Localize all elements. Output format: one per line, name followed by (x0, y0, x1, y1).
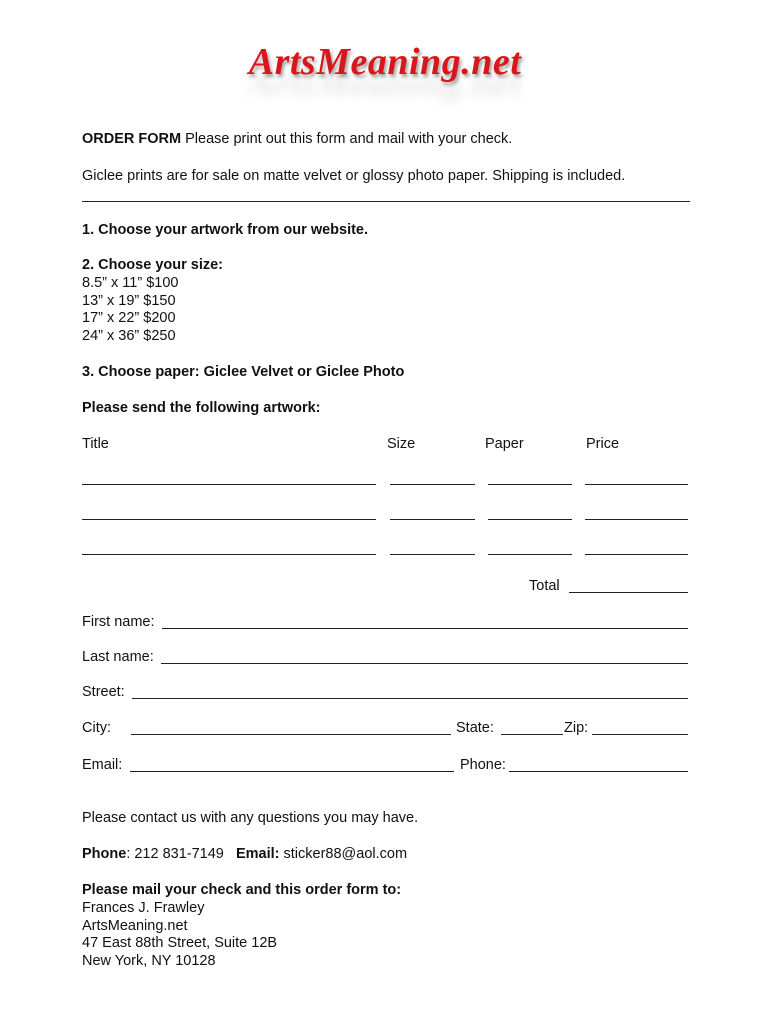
first-name-field[interactable] (162, 628, 688, 629)
price-field[interactable] (585, 554, 688, 555)
email-field[interactable] (130, 771, 454, 772)
total-field[interactable] (569, 592, 688, 593)
state-label: State: (456, 720, 494, 736)
mail-heading: Please mail your check and this order form to: (82, 882, 402, 898)
step1-heading: 1. Choose your artwork from our website. (82, 222, 369, 238)
zip-field[interactable] (592, 734, 688, 735)
step2-heading: 2. Choose your size: (82, 257, 224, 273)
title-field[interactable] (82, 484, 376, 485)
site-logo: ArtsMeaning.net (248, 41, 522, 83)
email-label: Email: (82, 757, 123, 773)
zip-label: Zip: (564, 720, 589, 736)
contact-note: Please contact us with any questions you may have. (82, 810, 419, 826)
title-field[interactable] (82, 519, 376, 520)
paper-field[interactable] (488, 519, 572, 520)
price-field[interactable] (585, 519, 688, 520)
giclee-description: Giclee prints are for sale on matte velvet or glossy photo paper. Shipping is included. (82, 168, 626, 184)
size-option: 17” x 22” $200 (82, 310, 176, 326)
phone-contact-label: Phone (82, 846, 127, 862)
order-form-intro (82, 130, 512, 148)
total-label: Total (529, 578, 560, 594)
size-option: 8.5” x 11” $100 (82, 275, 179, 291)
column-title: Title (82, 436, 109, 452)
order-form-text: Please print out this form and mail with your check. (181, 131, 513, 147)
size-option: 24” x 36” $250 (82, 328, 176, 344)
phone-field[interactable] (509, 771, 688, 772)
contact-info (82, 845, 407, 863)
paper-field[interactable] (488, 484, 572, 485)
size-field[interactable] (390, 519, 475, 520)
size-field[interactable] (390, 554, 475, 555)
mail-address-line: Frances J. Frawley (82, 900, 205, 916)
paper-field[interactable] (488, 554, 572, 555)
size-option: 13” x 19” $150 (82, 293, 176, 309)
city-label: City: (82, 720, 111, 736)
size-field[interactable] (390, 484, 475, 485)
street-field[interactable] (132, 698, 688, 699)
step3-heading: 3. Choose paper: Giclee Velvet or Giclee Photo (82, 364, 405, 380)
last-name-field[interactable] (161, 663, 688, 664)
mail-address-line: New York, NY 10128 (82, 953, 216, 969)
street-label: Street: (82, 684, 125, 700)
mail-address-line: 47 East 88th Street, Suite 12B (82, 935, 278, 951)
state-field[interactable] (501, 734, 563, 735)
first-name-label: First name: (82, 614, 155, 630)
column-paper: Paper (485, 436, 524, 452)
email-contact-label: Email: (235, 846, 280, 862)
last-name-label: Last name: (82, 649, 154, 665)
divider (82, 201, 690, 202)
email-address: sticker88@aol.com (279, 846, 408, 862)
column-size: Size (387, 436, 416, 452)
order-form-label: ORDER FORM (82, 131, 182, 147)
title-field[interactable] (82, 554, 376, 555)
phone-label: Phone: (460, 757, 506, 773)
artwork-heading: Please send the following artwork: (82, 400, 321, 416)
phone-number: : 212 831-7149 (126, 846, 224, 862)
price-field[interactable] (585, 484, 688, 485)
mail-address-line: ArtsMeaning.net (82, 918, 188, 934)
city-field[interactable] (131, 734, 451, 735)
column-price: Price (586, 436, 620, 452)
